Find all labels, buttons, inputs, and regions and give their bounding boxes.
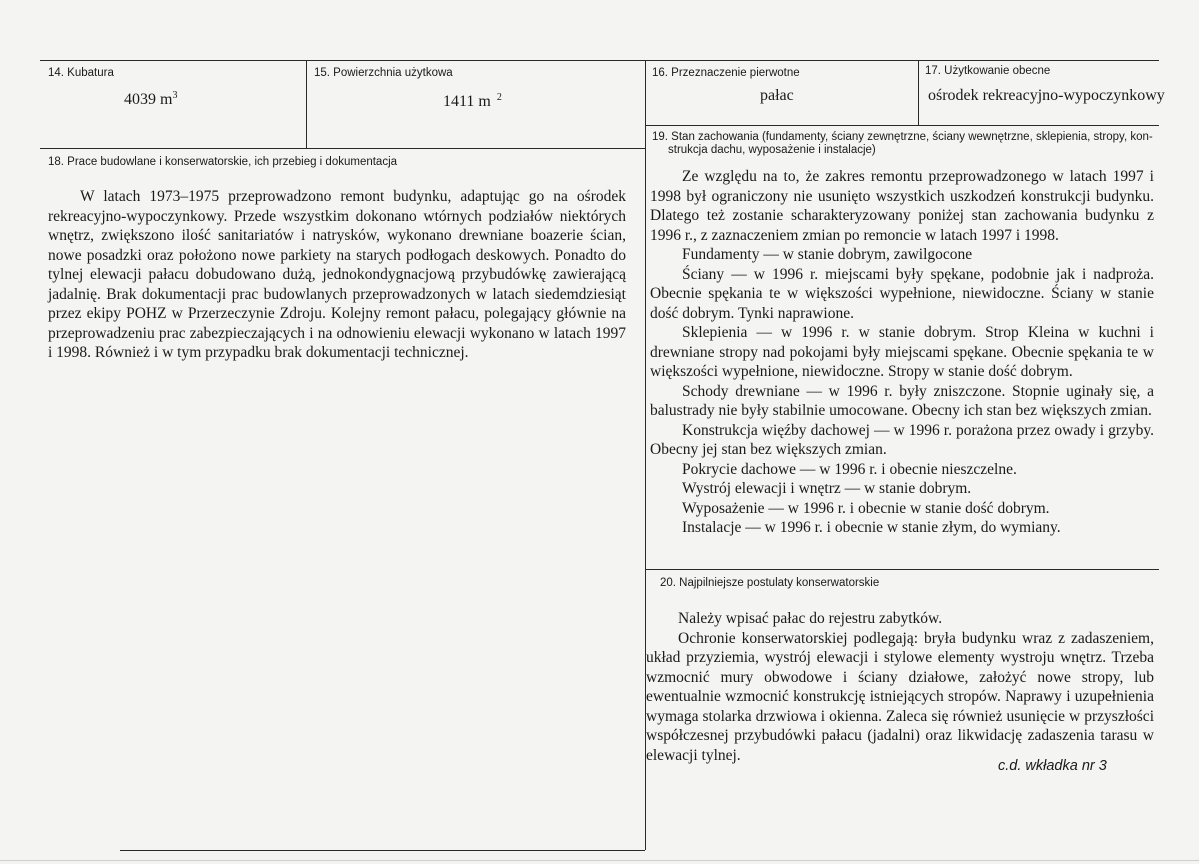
field-19-text bbox=[650, 167, 1154, 538]
field-19-paragraph: Wystrój elewacji i wnętrz — w stanie dobrym. bbox=[682, 480, 972, 497]
field-18-text bbox=[48, 187, 626, 363]
field-20-paragraph: Ochronie konserwatorskiej podlegają: bryła budynku wraz z zadaszeniem, układ przyziemia, wystrój elewacji i stylowe elementy wystroju wnętrz. Trzeba wzmocnić mury obwodowe i ściany działowe, założyć nowe stropy, lub ewentualnie wzmocnić konstrukcję istniejących stropów. Naprawy i uzupełnienia wymaga stolarka drzwiowa i okienna. Zaleca się również usunięcie w przyszłości współczesnej przybudówki pałacu (jadalni) oraz likwidację zadaszenia tarasu w elewacji tylnej. bbox=[646, 629, 1154, 764]
field-19-paragraph: Sklepienia — w 1996 r. w stanie dobrym. Strop Kleina w kuchni i drewniane stropy nad pokojami były miejscami spękane. Obecnie spękania te w większości wypełnione, niewidoczne. Stropy w stanie dość dobrym. bbox=[650, 324, 1154, 380]
field-18-label: 18. Prace budowlane i konserwatorskie, ich przebieg i dokumentacja bbox=[48, 156, 398, 168]
field-19-paragraph: Konstrukcja więźby dachowej — w 1996 r. porażona przez owady i grzyby. Obecny jej stan bez większych zmian. bbox=[650, 421, 1154, 458]
top-border bbox=[40, 60, 1159, 61]
field19-bottom bbox=[645, 569, 1159, 570]
field-19-paragraph: Instalacje — w 1996 r. i obecnie w stanie złym, do wymiany. bbox=[682, 519, 1061, 536]
divider-14-15 bbox=[306, 60, 307, 148]
row1-left-bottom bbox=[40, 148, 645, 149]
field-19-paragraph: Ściany — w 1996 r. miejscami były spękane, podobnie jak i nadproża. Obecnie spękania te w większości wypełnione, niewidoczne. Ściany w stanie dość dobrym. Tynki naprawione. bbox=[650, 265, 1154, 322]
field-15-value bbox=[443, 88, 502, 112]
field-14-value bbox=[124, 86, 177, 110]
field-19-paragraph: Wyposażenie — w 1996 r. i obecnie w stanie dość dobrym. bbox=[682, 499, 1050, 517]
divider-16-17 bbox=[918, 60, 919, 125]
field-20-text bbox=[646, 609, 1154, 765]
field-19-paragraph: Fundamenty — w stanie dobrym, zawilgocone bbox=[682, 246, 973, 263]
field-15-label: 15. Powierzchnia użytkowa bbox=[314, 67, 453, 79]
field-16-value: pałac bbox=[760, 87, 794, 104]
kubatura-value: 4039 m bbox=[124, 91, 173, 108]
field-17-label: 17. Użytkowanie obecne bbox=[925, 65, 1051, 77]
kubatura-unit-sup: 3 bbox=[172, 90, 178, 101]
row1-right-bottom bbox=[645, 125, 1159, 126]
continuation-note: c.d. wkładka nr 3 bbox=[998, 758, 1107, 774]
powierzchnia-unit-sup: 2 bbox=[496, 92, 502, 103]
field-19-paragraph: Pokrycie dachowe — w 1996 r. i obecnie nieszczelne. bbox=[682, 460, 1017, 478]
field-17-value: ośrodek rekreacyjno-wypoczynkowy bbox=[928, 87, 1165, 104]
field-19-label-line1: 19. Stan zachowania (fundamenty, ściany zewnętrzne, ściany wewnętrzne, sklepienia, stropy, kon- bbox=[652, 131, 1153, 143]
field-19-paragraph: Ze względu na to, że zakres remontu przeprowadzonego w latach 1997 i 1998 był ograniczony nie usunięto wszystkich uszkodzeń konstrukcji budynku. Dlatego też zostanie scharakteryzowany poniżej stan zachowania budynku z 1996 r., z zaznaczeniem zmian po remoncie w latach 1997 i 1998. bbox=[650, 168, 1154, 244]
powierzchnia-value: 1411 m bbox=[443, 93, 491, 110]
bottom-rule bbox=[120, 850, 645, 851]
field-18-paragraph: W latach 1973–1975 przeprowadzono remont budynku, adaptując go na ośrodek rekreacyjno-wypoczynkowy. Przede wszystkim dokonano wtórnych podziałów niektórych wnętrz, zwiększono ilość sanitariatów i natrysków, wykonano drewniane boazerie ścian, nowe posadzki oraz położono nowe parkiety na starych podłogach deskowych. Ponadto do tylnej elewacji pałacu dobudowano dużą, jednokondygnacjową przybudówkę zawierającą jadalnię. Brak dokumentacji prac budowlanych przeprowadzonych w latach siedemdziesiąt przez ekipy POHZ w Przerzeczynie Zdroju. Kolejny remont pałacu, polegający głównie na przeprowadzeniu prac zabezpieczających i na odnowieniu elewacji wykonano w latach 1997 i 1998. Również i w tym przypadku brak dokumentacji technicznej. bbox=[48, 188, 626, 361]
field-19-paragraph: Schody drewniane — w 1996 r. były zniszczone. Stopnie uginały się, a balustrady nie były stabilnie umocowane. Obecny ich stan bez większych zmian. bbox=[650, 382, 1154, 419]
field-14-label: 14. Kubatura bbox=[48, 67, 114, 79]
field-20-label: 20. Najpilniejsze postulaty konserwatorskie bbox=[660, 577, 880, 589]
field-20-paragraph: Należy wpisać pałac do rejestru zabytków. bbox=[678, 610, 943, 627]
field-19-label-line2: strukcja dachu, wyposażenie i instalacje) bbox=[668, 144, 876, 156]
field-16-label: 16. Przeznaczenie pierwotne bbox=[652, 67, 800, 79]
